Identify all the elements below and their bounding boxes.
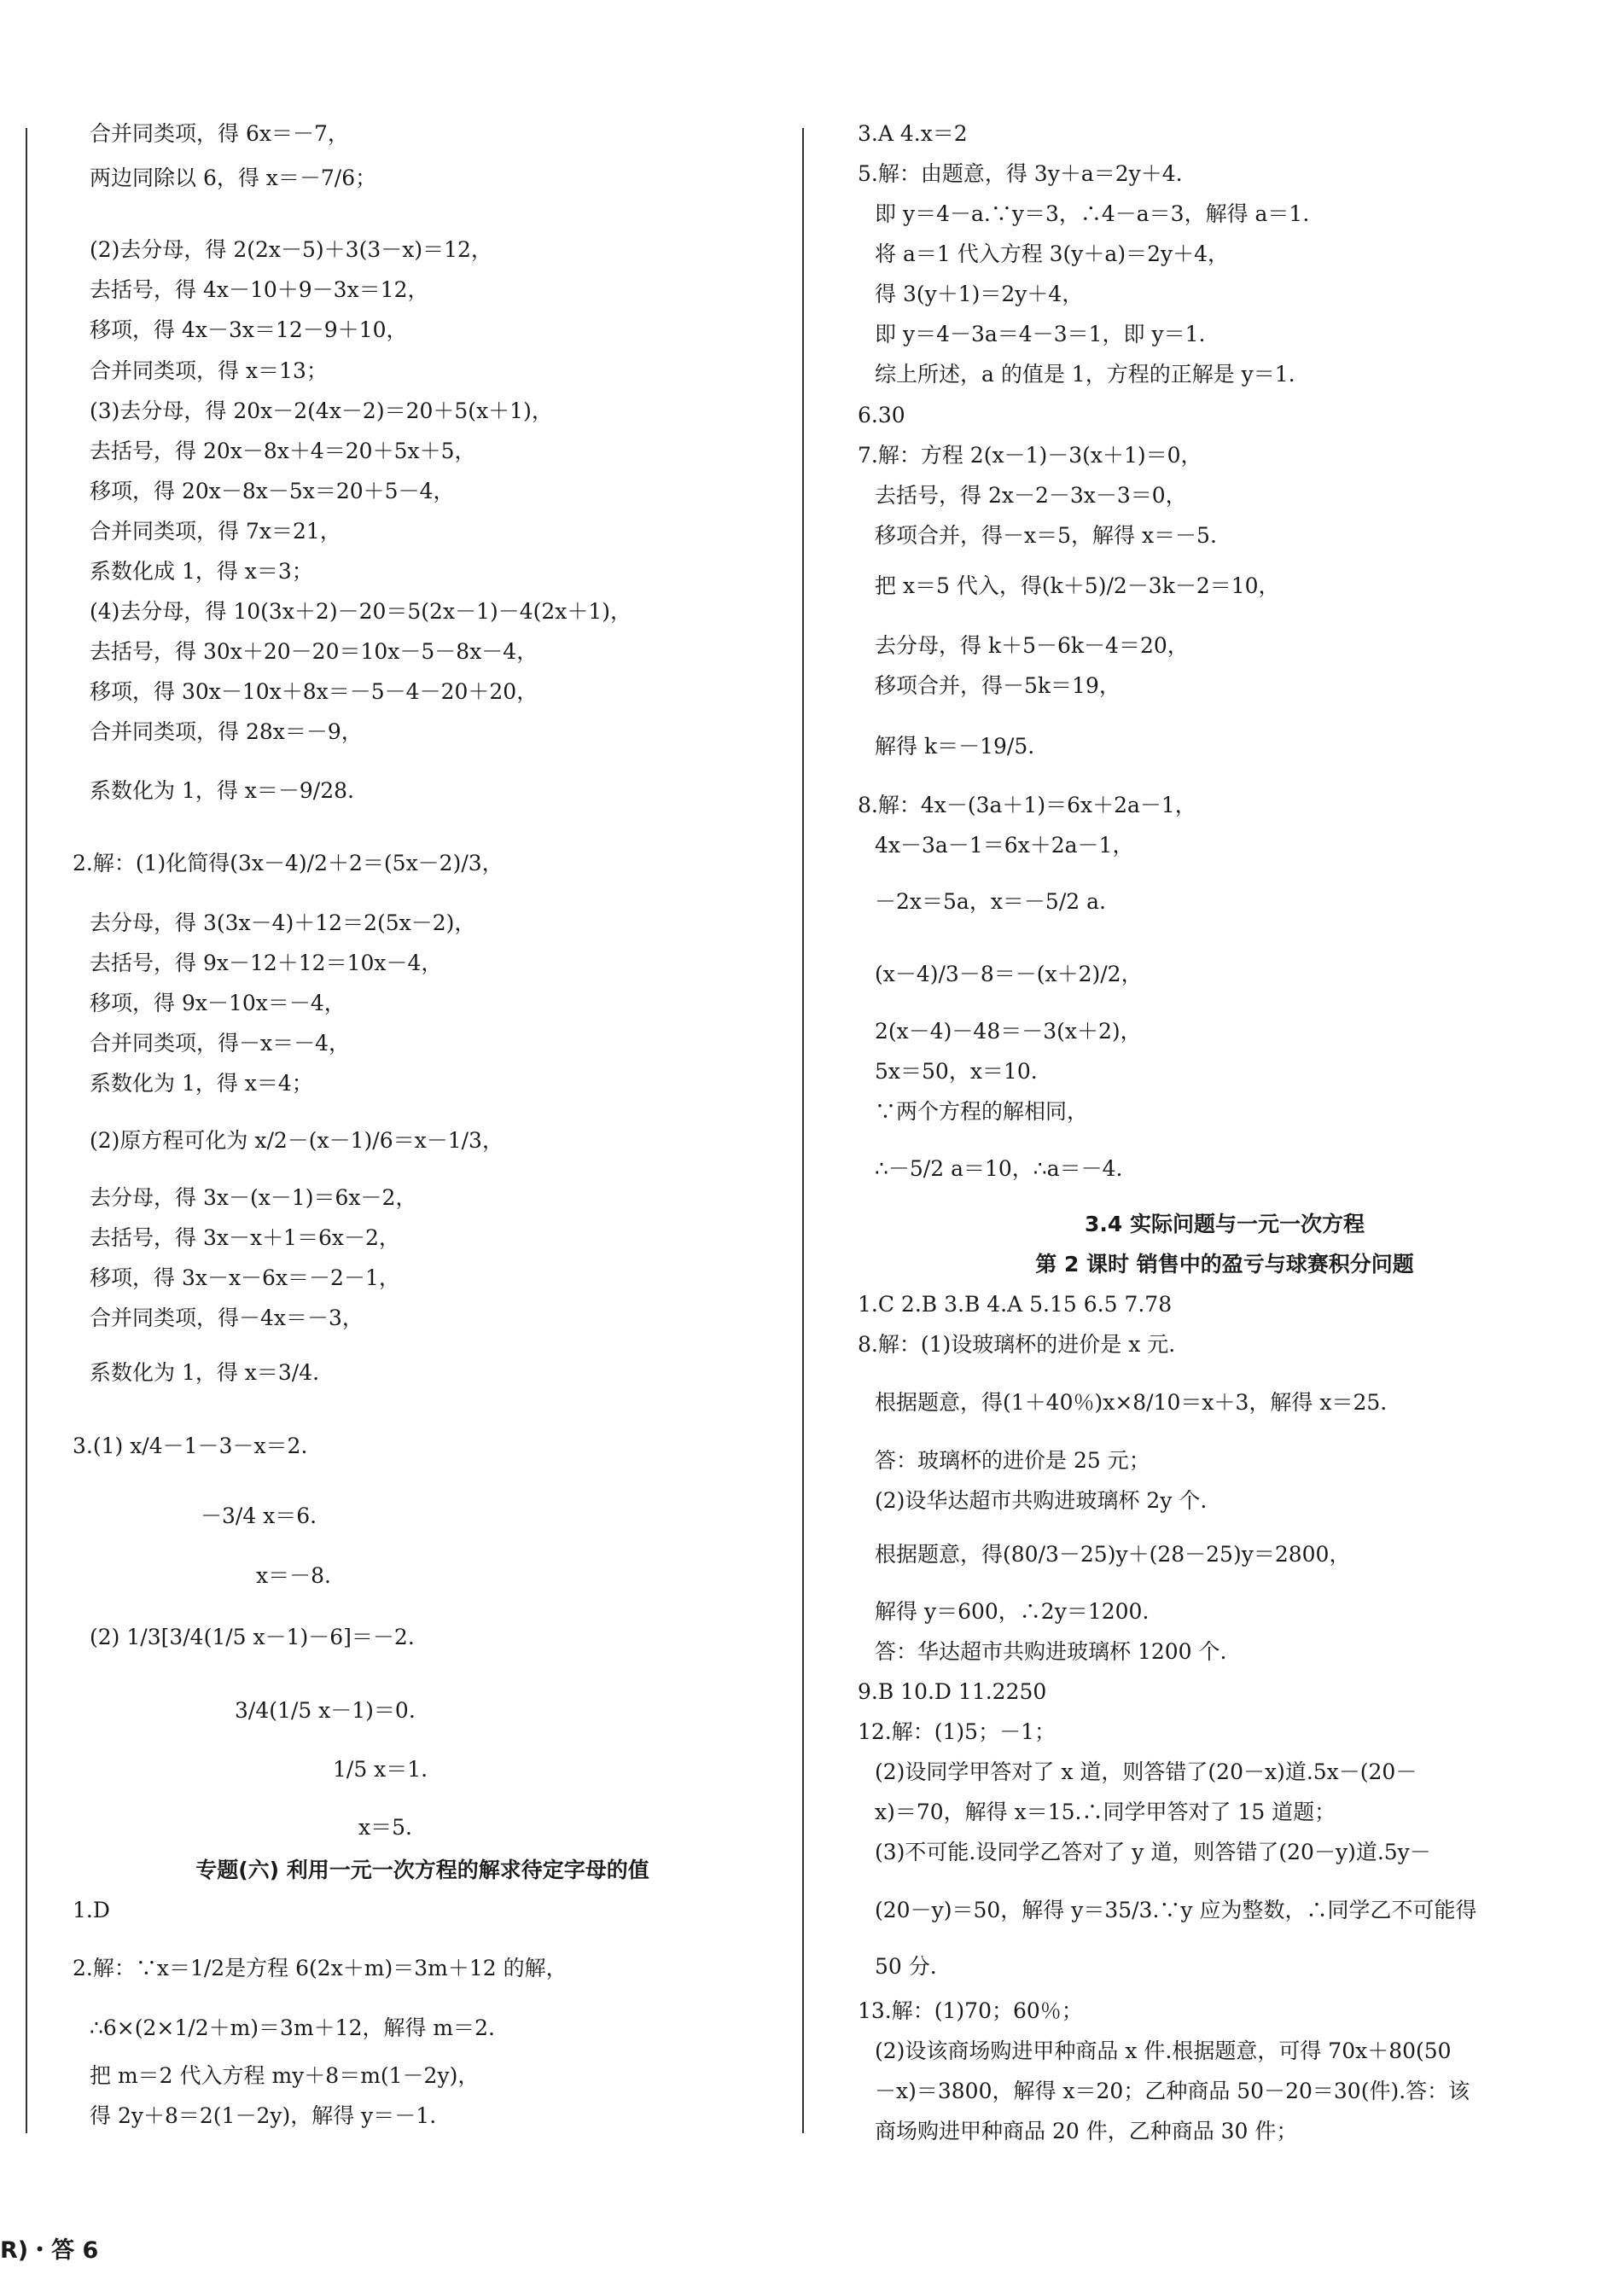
text-line: (2)设该商场购进甲种商品 x 件.根据题意，可得 70x＋80(50: [875, 2038, 1452, 2063]
text-line: 13.解：(1)70；60％；: [858, 1998, 1083, 2023]
text-line: 即 y＝4－3a＝4－3＝1，即 y＝1.: [875, 322, 1206, 346]
text-line: 根据题意，得(1＋40％)x×8/10＝x＋3，解得 x＝25.: [875, 1390, 1388, 1415]
text-line: 系数化为 1，得 x＝－9/28.: [90, 778, 354, 803]
text-line: 将 a＝1 代入方程 3(y＋a)＝2y＋4，: [875, 241, 1230, 266]
text-line: －3/4 x＝6.: [201, 1503, 317, 1528]
text-line: (20－y)＝50，解得 y＝35/3.∵y 应为整数，∴同学乙不可能得: [875, 1898, 1477, 1922]
text-line: 移项，得 30x－10x＋8x＝－5－4－20＋20，: [90, 679, 538, 704]
text-line: 根据题意，得(80/3－25)y＋(28－25)y＝2800，: [875, 1542, 1351, 1567]
text-line: 去分母，得 3x－(x－1)＝6x－2，: [90, 1185, 417, 1210]
column-divider: [802, 128, 804, 2133]
text-line: 去括号，得 20x－8x＋4＝20＋5x＋5，: [90, 439, 476, 463]
text-line: (2)设同学甲答对了 x 道，则答错了(20－x)道.5x－(20－: [875, 1759, 1417, 1784]
text-line: (x－4)/3－8＝－(x＋2)/2，: [875, 962, 1143, 986]
text-line: (4)去分母，得 10(3x＋2)－20＝5(2x－1)－4(2x＋1)，: [90, 599, 632, 624]
text-line: －2x＝5a，x＝－5/2 a.: [875, 889, 1106, 914]
text-line: 1/5 x＝1.: [333, 1757, 428, 1782]
text-line: 1.D: [73, 1898, 110, 1922]
text-line: 4x－3a－1＝6x＋2a－1，: [875, 833, 1134, 858]
text-line: 综上所述，a 的值是 1，方程的正解是 y＝1.: [875, 362, 1295, 387]
text-line: 系数化为 1，得 x＝4；: [90, 1071, 313, 1096]
text-line: －x)＝3800，解得 x＝20；乙种商品 50－20＝30(件).答：该: [875, 2079, 1470, 2103]
text-line: x＝5.: [358, 1815, 412, 1840]
page-footer: R)・答 6: [0, 2237, 99, 2264]
text-line: 5.解：由题意，得 3y＋a＝2y＋4.: [858, 161, 1183, 186]
text-line: 去括号，得 3x－x＋1＝6x－2，: [90, 1225, 400, 1250]
text-line: 7.解：方程 2(x－1)－3(x＋1)＝0，: [858, 443, 1202, 468]
left-margin-rule: [26, 128, 27, 2133]
text-line: (3)不可能.设同学乙答对了 y 道，则答错了(20－y)道.5y－: [875, 1840, 1431, 1864]
text-line: 答：玻璃杯的进价是 25 元；: [875, 1448, 1150, 1473]
section-heading: 专题(六) 利用一元一次方程的解求待定字母的值: [195, 1858, 649, 1882]
text-line: x＝－8.: [256, 1563, 331, 1588]
text-line: 去括号，得 2x－2－3x－3＝0，: [875, 483, 1187, 508]
text-line: 移项，得 4x－3x＝12－9＋10，: [90, 317, 408, 342]
text-line: 2.解：(1)化简得(3x－4)/2＋2＝(5x－2)/3，: [73, 851, 503, 875]
text-line: (2)原方程可化为 x/2－(x－1)/6＝x－1/3，: [90, 1128, 503, 1153]
text-line: 3.(1) x/4－1－3－x＝2.: [73, 1434, 308, 1458]
text-line: 两边同除以 6，得 x＝－7/6；: [90, 166, 377, 190]
text-line: 5x＝50，x＝10.: [875, 1059, 1038, 1084]
text-line: 解得 y＝600，∴2y＝1200.: [875, 1599, 1150, 1624]
text-line: 50 分.: [875, 1954, 937, 1979]
text-line: ∴－5/2 a＝10，∴a＝－4.: [875, 1156, 1123, 1181]
text-line: 去括号，得 4x－10＋9－3x＝12，: [90, 277, 429, 302]
text-line: 把 m＝2 代入方程 my＋8＝m(1－2y)，: [90, 2063, 480, 2088]
text-line: 去括号，得 9x－12＋12＝10x－4，: [90, 951, 443, 975]
text-line: 1.C 2.B 3.B 4.A 5.15 6.5 7.78: [858, 1292, 1173, 1317]
text-line: 移项合并，得－5k＝19，: [875, 673, 1121, 698]
text-line: 3.A 4.x＝2: [858, 121, 968, 146]
section-heading: 3.4 实际问题与一元一次方程: [1085, 1212, 1365, 1236]
text-line: 移项合并，得－x＝5，解得 x＝－5.: [875, 523, 1217, 548]
text-line: 合并同类项，得－x＝－4，: [90, 1031, 351, 1056]
text-line: 答：华达超市共购进玻璃杯 1200 个.: [875, 1639, 1227, 1664]
text-line: (2)设华达超市共购进玻璃杯 2y 个.: [875, 1488, 1208, 1513]
text-line: 8.解：(1)设玻璃杯的进价是 x 元.: [858, 1332, 1176, 1357]
text-line: 把 x＝5 代入，得(k＋5)/2－3k－2＝10，: [875, 573, 1280, 598]
text-line: 6.30: [858, 403, 905, 427]
text-line: 系数化成 1，得 x＝3；: [90, 559, 313, 584]
text-line: 合并同类项，得 28x＝－9，: [90, 719, 363, 744]
text-line: 8.解：4x－(3a＋1)＝6x＋2a－1，: [858, 793, 1196, 817]
text-line: 即 y＝4－a.∵y＝3，∴4－a＝3，解得 a＝1.: [875, 201, 1310, 226]
text-line: 移项，得 9x－10x＝－4，: [90, 991, 346, 1015]
text-line: 移项，得 20x－8x－5x＝20＋5－4，: [90, 479, 455, 503]
text-line: 去分母，得 k＋5－6k－4＝20，: [875, 633, 1189, 658]
text-line: 得 3(y＋1)＝2y＋4，: [875, 282, 1084, 306]
text-line: x)＝70，解得 x＝15.∴同学甲答对了 15 道题；: [875, 1800, 1336, 1824]
text-line: ∵两个方程的解相同，: [875, 1099, 1089, 1124]
text-line: 合并同类项，得 7x＝21，: [90, 519, 341, 544]
text-line: ∴6×(2×1/2＋m)＝3m＋12，解得 m＝2.: [90, 2015, 495, 2040]
text-line: (2) 1/3[3/4(1/5 x－1)－6]＝－2.: [90, 1625, 415, 1649]
section-subheading: 第 2 课时 销售中的盈亏与球赛积分问题: [1035, 1252, 1414, 1277]
text-line: 2.解：∵x＝1/2是方程 6(2x＋m)＝3m＋12 的解，: [73, 1956, 568, 1980]
text-line: 合并同类项，得 6x＝－7，: [90, 121, 349, 146]
text-line: 去分母，得 3(3x－4)＋12＝2(5x－2)，: [90, 910, 476, 935]
text-line: 解得 k＝－19/5.: [875, 734, 1035, 759]
text-line: 商场购进甲种商品 20 件，乙种商品 30 件；: [875, 2119, 1298, 2143]
text-line: 合并同类项，得 x＝13；: [90, 358, 328, 383]
text-line: 12.解：(1)5；－1；: [858, 1719, 1056, 1744]
text-line: 移项，得 3x－x－6x＝－2－1，: [90, 1265, 400, 1290]
text-line: (3)去分母，得 20x－2(4x－2)＝20＋5(x＋1)，: [90, 398, 553, 423]
text-line: 合并同类项，得－4x＝－3，: [90, 1306, 364, 1330]
text-line: 系数化为 1，得 x＝3/4.: [90, 1360, 320, 1385]
text-line: (2)去分母，得 2(2x－5)＋3(3－x)＝12，: [90, 237, 492, 262]
text-line: 得 2y＋8＝2(1－2y)，解得 y＝－1.: [90, 2103, 437, 2128]
text-line: 9.B 10.D 11.2250: [858, 1679, 1047, 1704]
text-line: 去括号，得 30x＋20－20＝10x－5－8x－4，: [90, 639, 538, 664]
text-line: 3/4(1/5 x－1)＝0.: [235, 1698, 416, 1723]
text-line: 2(x－4)－48＝－3(x＋2)，: [875, 1019, 1142, 1044]
